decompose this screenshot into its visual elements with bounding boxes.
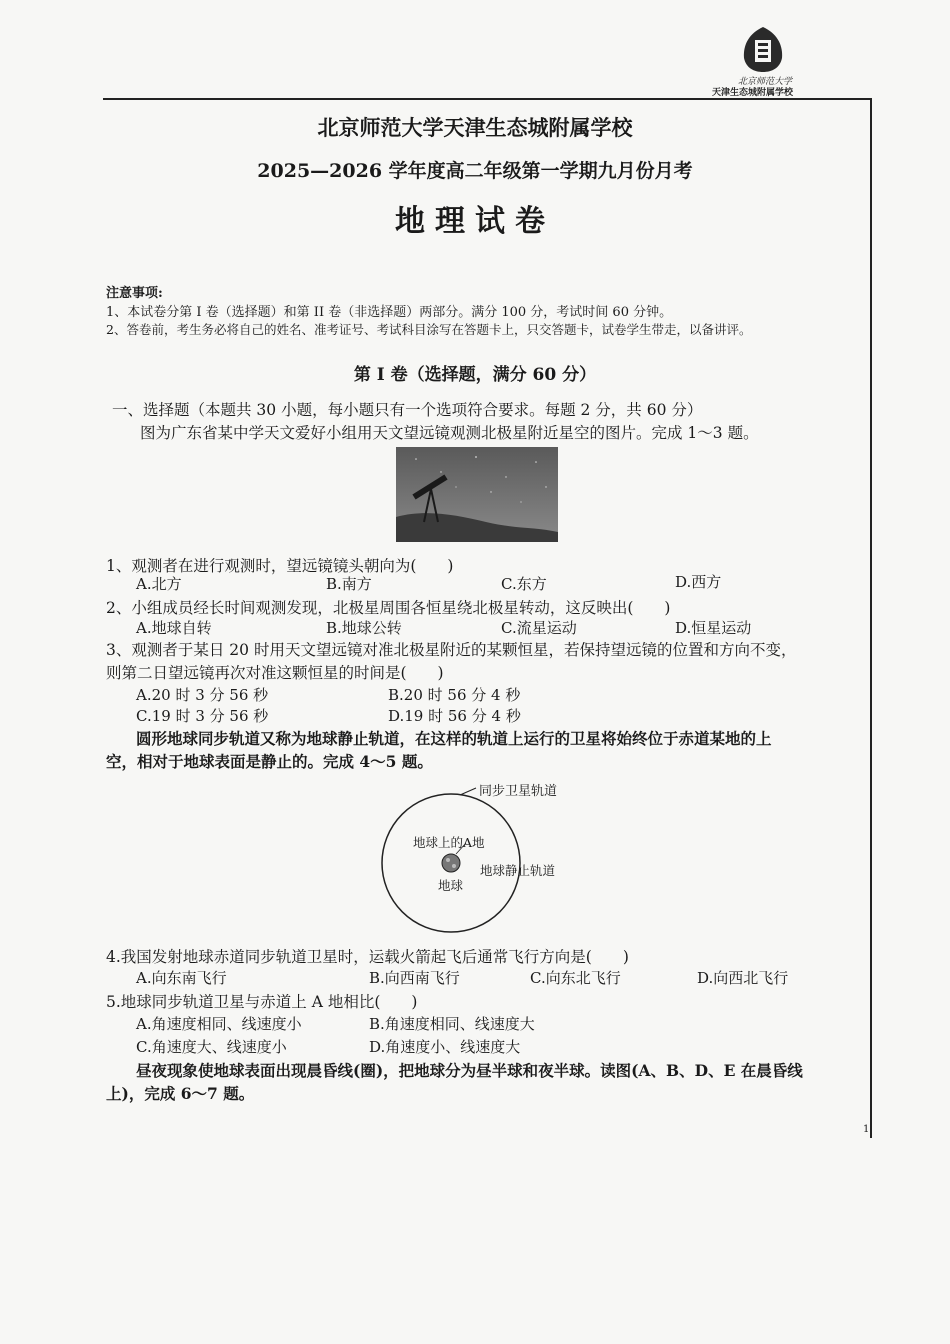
q5-stem: 5.地球同步轨道卫星与赤道上 A 地相比( ) [106, 993, 418, 1011]
q1-option-a: A.北方 [136, 575, 182, 593]
intro-6-7-line1: 昼夜现象使地球表面出现晨昏线(圈)，把地球分为昼半球和夜半球。读图(A、B、D、E 在晨昏线 [136, 1061, 803, 1080]
q4-stem: 4.我国发射地球赤道同步轨道卫星时，运载火箭起飞后通常飞行方向是( ) [106, 948, 629, 966]
subject-title: 地理试卷 [395, 204, 555, 239]
q3-option-a: A.20 时 3 分 56 秒 [136, 686, 269, 704]
logo-line1: 北京师范大学 [738, 77, 793, 87]
part-title: 一、选择题（本题共 30 小题，每小题只有一个选项符合要求。每题 2 分，共 60 分） [112, 401, 703, 419]
q3-option-c: C.19 时 3 分 56 秒 [136, 707, 269, 725]
right-margin-rule [870, 98, 872, 1138]
q5-option-d: D.角速度小、线速度大 [369, 1038, 521, 1056]
q4-option-a: A.向东南飞行 [136, 969, 227, 987]
q2-option-d: D.恒星运动 [675, 619, 752, 637]
q3-stem-line1: 3、观测者于某日 20 时用天文望远镜对准北极星附近的某颗恒星，若保持望远镜的位置和方向不变， [106, 641, 797, 659]
intro-4-5-line2: 空，相对于地球表面是静止的。完成 4～5 题。 [106, 752, 433, 771]
q2-option-a: A.地球自转 [136, 619, 212, 637]
school-logo [738, 24, 788, 74]
q4-option-d: D.向西北飞行 [697, 969, 789, 987]
section-title: 第 I 卷（选择题，满分 60 分） [353, 365, 597, 385]
q1-option-c: C.东方 [501, 575, 547, 593]
q3-stem-line2: 则第二日望远镜再次对准这颗恒星的时间是( ) [106, 664, 444, 682]
site-a-label: 地球上的A地 [413, 835, 485, 850]
q5-option-c: C.角速度大、线速度小 [136, 1038, 287, 1056]
notice-item-1: 1、本试卷分第 I 卷（选择题）和第 II 卷（非选择题）两部分。满分 100 分，考试时间 60 分钟。 [106, 305, 673, 320]
exam-title: 2025—2026 学年度高二年级第一学期九月份月考 [257, 160, 693, 182]
q2-option-b: B.地球公转 [326, 619, 402, 637]
q4-option-b: B.向西南飞行 [369, 969, 460, 987]
intro-6-7-line2: 上)，完成 6～7 题。 [106, 1084, 255, 1103]
q2-stem: 2、小组成员经长时间观测发现，北极星周围各恒星绕北极星转动，这反映出( ) [106, 599, 671, 617]
page-number: 1 [863, 1124, 870, 1135]
telescope-photo [396, 447, 558, 542]
notice-heading: 注意事项: [106, 286, 163, 301]
q5-option-a: A.角速度相同、线速度小 [136, 1015, 302, 1033]
q2-option-c: C.流星运动 [501, 619, 577, 637]
q4-option-c: C.向东北飞行 [530, 969, 621, 987]
logo-line2: 天津生态城附属学校 [712, 88, 794, 98]
q1-option-d: D.西方 [675, 573, 722, 591]
intro-1-3: 图为广东省某中学天文爱好小组用天文望远镜观测北极星附近星空的图片。完成 1～3 题。 [140, 424, 759, 442]
static-orbit-label: 地球静止轨道 [480, 863, 556, 878]
earth-label: 地球 [438, 878, 464, 893]
school-emblem-icon [738, 24, 788, 74]
q5-option-b: B.角速度相同、线速度大 [369, 1015, 535, 1033]
orbit-diagram [378, 775, 578, 935]
q3-option-b: B.20 时 56 分 4 秒 [388, 686, 521, 704]
telescope-image [396, 447, 558, 542]
orbit-label: 同步卫星轨道 [479, 784, 558, 799]
school-name: 北京师范大学天津生态城附属学校 [317, 115, 633, 140]
header-rule [103, 98, 870, 100]
intro-4-5-line1: 圆形地球同步轨道又称为地球静止轨道，在这样的轨道上运行的卫星将始终位于赤道某地的上 [136, 729, 772, 748]
orbit-figure [378, 775, 578, 935]
q3-option-d: D.19 时 56 分 4 秒 [388, 707, 521, 725]
q1-stem: 1、观测者在进行观测时，望远镜镜头朝向为( ) [106, 557, 454, 575]
notice-item-2: 2、答卷前，考生务必将自己的姓名、准考证号、考试科目涂写在答题卡上，只交答题卡，试卷学生带走，以备讲评。 [106, 322, 752, 337]
q1-option-b: B.南方 [326, 575, 372, 593]
